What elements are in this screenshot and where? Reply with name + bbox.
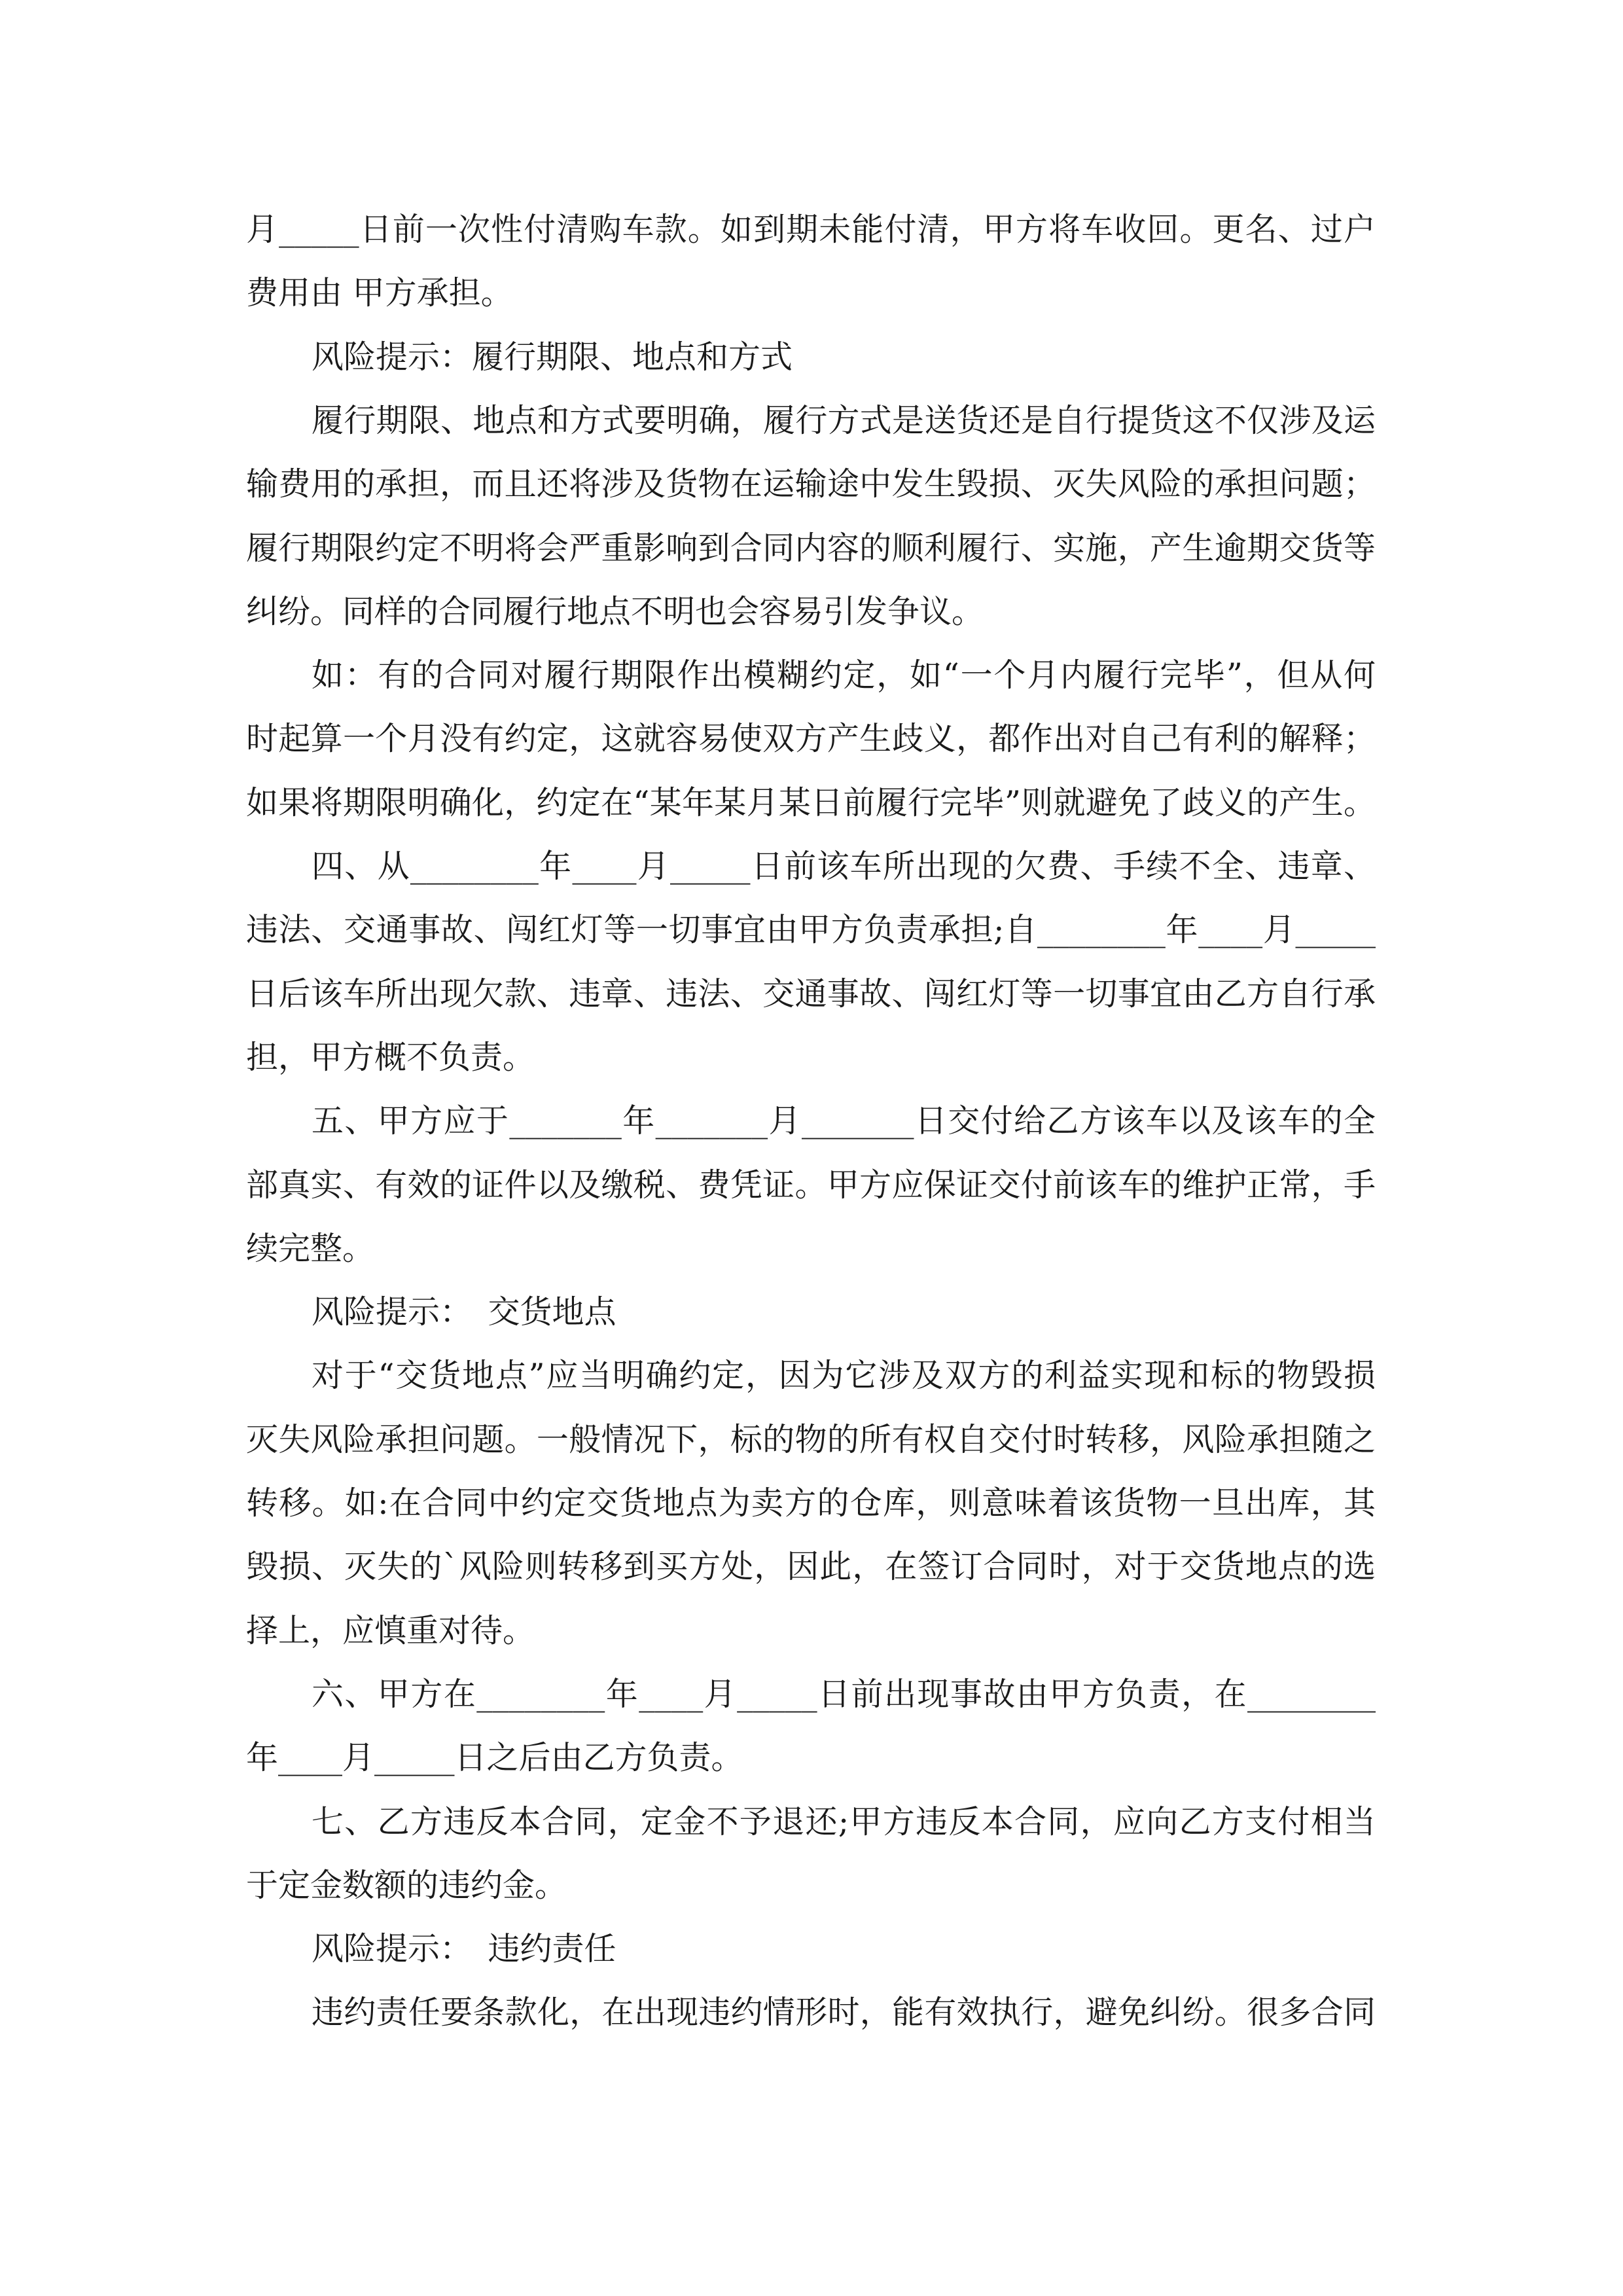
text-line: 履行期限约定不明将会严重影响到合同内容的顺利履行、实施，产生逾期交货等 xyxy=(246,529,1376,567)
text-line: 费用由 甲方承担。 xyxy=(246,274,513,312)
text-line: 如果将期限明确化，约定在“某年某月某日前履行完毕”则就避免了歧义的产生。 xyxy=(246,783,1376,821)
section-heading: 风险提示：履行期限、地点和方式 xyxy=(312,338,793,376)
clause-line: 续完整。 xyxy=(246,1229,375,1267)
text-line: 对于“交货地点”应当明确约定，因为它涉及双方的利益实现和标的物毁损 xyxy=(312,1357,1376,1395)
text-line: 时起算一个月没有约定，这就容易使双方产生歧义，都作出对自己有利的解释； xyxy=(246,720,1376,758)
clause-line: 六、甲方在________年____月_____日前出现事故由甲方负责，在________ xyxy=(312,1675,1376,1713)
text-line: 月_____日前一次性付清购车款。如到期未能付清，甲方将车收回。更名、过户 xyxy=(246,211,1376,248)
text-line: 转移。如:在合同中约定交货地点为卖方的仓库，则意味着该货物一旦出库，其 xyxy=(246,1484,1376,1522)
clause-line: 部真实、有效的证件以及缴税、费凭证。甲方应保证交付前该车的维护正常，手 xyxy=(246,1166,1376,1204)
text-line: 履行期限、地点和方式要明确，履行方式是送货还是自行提货这不仅涉及运 xyxy=(312,401,1376,439)
section-heading: 风险提示： 违约责任 xyxy=(312,1930,616,1968)
clause-line: 担，甲方概不负责。 xyxy=(246,1038,535,1076)
clause-line: 四、从________年____月_____日前该车所出现的欠费、手续不全、违章、 xyxy=(312,848,1376,885)
text-line: 违约责任要条款化，在出现违约情形时，能有效执行，避免纠纷。很多合同 xyxy=(312,1994,1376,2032)
text-line: 纠纷。同样的合同履行地点不明也会容易引发争议。 xyxy=(246,592,984,630)
text-line: 灭失风险承担问题。一般情况下，标的物的所有权自交付时转移，风险承担随之 xyxy=(246,1420,1376,1458)
clause-line: 日后该车所出现欠款、违章、违法、交通事故、闯红灯等一切事宜由乙方自行承 xyxy=(246,975,1376,1013)
text-line: 择上，应慎重对待。 xyxy=(246,1611,535,1649)
text-line: 如：有的合同对履行期限作出模糊约定，如“一个月内履行完毕”，但从何 xyxy=(312,656,1376,694)
clause-line: 五、甲方应于_______年_______月_______日交付给乙方该车以及该车的全 xyxy=(312,1102,1376,1140)
clause-line: 七、乙方违反本合同，定金不予退还;甲方违反本合同，应向乙方支付相当 xyxy=(312,1803,1376,1840)
text-line: 输费用的承担，而且还将涉及货物在运输途中发生毁损、灭失风险的承担问题； xyxy=(246,465,1376,503)
clause-line: 年____月_____日之后由乙方负责。 xyxy=(246,1739,743,1777)
section-heading: 风险提示： 交货地点 xyxy=(312,1293,616,1331)
text-line: 毁损、灭失的`风险则转移到买方处，因此，在签订合同时，对于交货地点的选 xyxy=(246,1548,1376,1586)
clause-line: 于定金数额的违约金。 xyxy=(246,1866,567,1904)
clause-line: 违法、交通事故、闯红灯等一切事宜由甲方负责承担;自________年____月_____ xyxy=(246,911,1376,949)
